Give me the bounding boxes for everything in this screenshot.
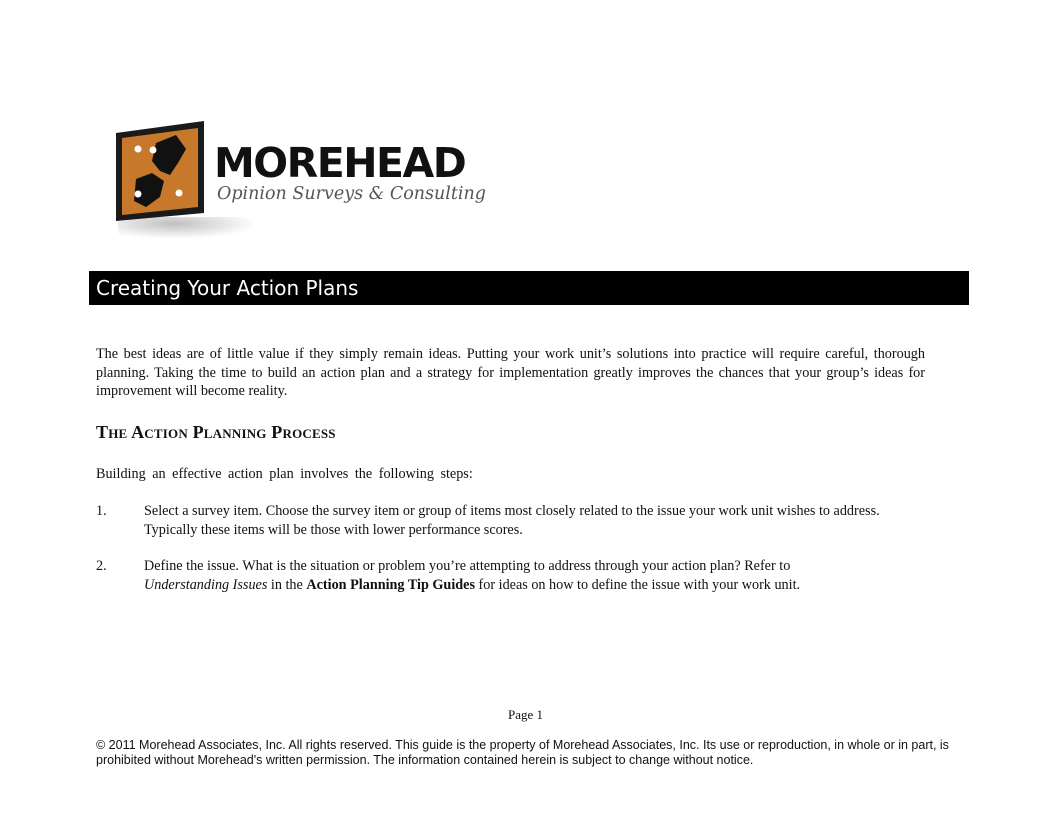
intro-paragraph: The best ideas are of little value if they simply remain ideas. Putting your work unit’s solutions into practice will require careful, thorough planning. Taking the time to build an action plan and a strategy for implementation greatly improves the chances that your group’s ideas for improvement will become reality. (96, 346, 925, 399)
brand-tagline: Opinion Surveys & Consulting (217, 184, 486, 204)
step-number: 2. (96, 558, 107, 574)
section-heading: The Action Planning Process (96, 422, 336, 442)
step-text (144, 557, 904, 595)
steps-lead-text: Building an effective action plan involves the following steps: (96, 466, 473, 482)
step-number: 1. (96, 503, 107, 519)
morehead-emblem-icon (112, 117, 208, 223)
step-text: Select a survey item. Choose the survey item or group of items most closely related to the issue your work unit wishes to address. Typically these items will be those with lower performance scores. (144, 503, 880, 538)
tip-guides-reference: Action Planning Tip Guides (306, 577, 475, 593)
step-text-part: in the (267, 577, 307, 593)
step-text-part: for ideas on how to define the issue with your work unit. (474, 577, 801, 593)
brand-name: MOREHEAD (214, 139, 466, 187)
document-title-bar: Creating Your Action Plans (89, 271, 969, 305)
italic-reference: Understanding Issues (144, 577, 268, 593)
morehead-logo (112, 117, 492, 242)
page-number: Page 1 (508, 707, 544, 722)
copyright-footer: © 2011 Morehead Associates, Inc. All rights reserved. This guide is the property of Morehead Associates, Inc. Its use or reproduction, in whole or in part, is prohibited without Morehead's written permission. The information contained herein is subject to change without notice. (96, 738, 949, 767)
step-text-part: Define the issue. What is the situation or problem you’re attempting to address through your action plan? Refer to (144, 558, 791, 574)
